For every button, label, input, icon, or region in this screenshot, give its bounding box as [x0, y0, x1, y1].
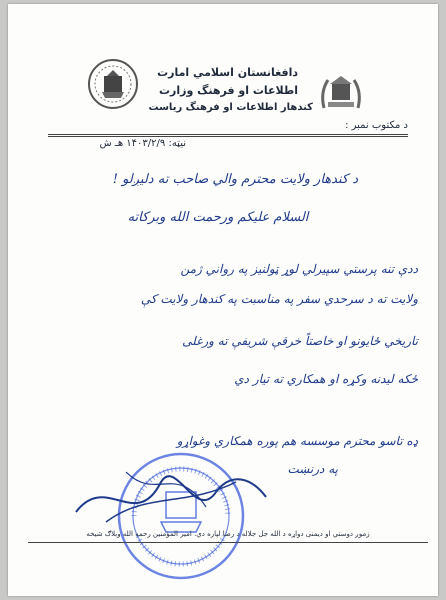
body-line-5: ډه تاسو محترم موسسه هم پوره همکاري وغواړو — [176, 434, 418, 448]
letterhead-line-1: دافغانستان اسلامي امارت — [157, 66, 298, 79]
recipient-line: د کندهار ولایت محترم والي صاحب ته دلیږلو ! — [112, 172, 358, 187]
emirate-emblem-icon — [318, 70, 364, 114]
footer-quote: زموږ دوستي او ديمنی دواړه د الله جل جلاله د رضا لپاره دي. امیر المؤمنين رحمه الله وبلاګ شیخه — [86, 530, 370, 538]
signature-icon — [66, 452, 276, 542]
body-line-1: ددې تنه پرستي سپيرلي لوړ ټولنيز په رواني ژمن — [180, 262, 418, 276]
body-line-3: تاريخي ځايونو او خاصتاً خرقې شريفې ته ورغلی — [182, 334, 418, 348]
body-line-2: ولايت ته د سرحدي سفر په مناسبت په کندهار ولايت کې — [140, 292, 418, 306]
letter-number-label: د مکتوب نمبر : — [345, 120, 408, 131]
letterhead-line-3: کندهار اطلاعات او فرهنگ ریاست — [148, 102, 313, 113]
greeting-line: السلام علیکم ورحمت الله وبرکاته — [127, 210, 309, 225]
closing-line: په درنښت — [287, 462, 338, 476]
letterhead-line-2: اطلاعات او فرهنگ وزارت — [158, 84, 298, 97]
header-divider — [48, 134, 408, 135]
footer-divider — [28, 542, 428, 543]
document-page — [8, 4, 438, 596]
header-divider-2 — [48, 136, 408, 137]
body-line-4: ځکه لیدنه وکړه او همکاري ته تيار دي — [234, 372, 418, 386]
ministry-emblem-icon — [87, 58, 139, 110]
letter-date-label: نیټه: ۱۴۰۳/۲/۹ هـ ش — [99, 138, 186, 149]
